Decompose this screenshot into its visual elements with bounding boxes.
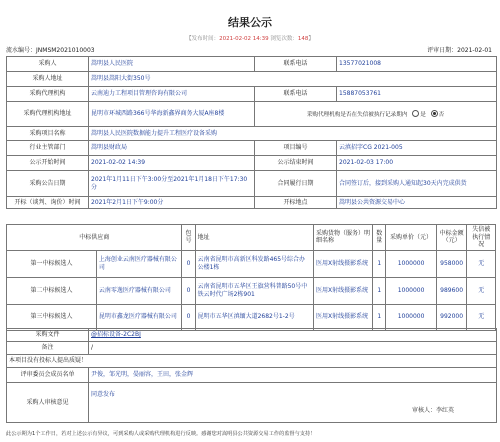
- winners-table: [6, 224, 496, 331]
- agency-value: 云南迪力工程项目管理咨询有限公司: [89, 87, 255, 102]
- row-remark: [7, 342, 497, 355]
- winner-dishonest: 无: [467, 304, 496, 330]
- signature: [91, 407, 494, 415]
- winner-goods: 医用X射线摄影系统: [313, 250, 372, 277]
- row-dept: [7, 141, 497, 156]
- project-no-label: 项目编号: [255, 141, 337, 156]
- contract-date-value: 合同签订后，接到采购人通知起30天内完成供货: [337, 171, 497, 197]
- row-project: [7, 127, 497, 141]
- credit-yes-radio[interactable]: [412, 110, 419, 117]
- extra-table: [6, 328, 497, 423]
- winner-name: 昆明市鑫龙医疗器械有限公司: [96, 304, 182, 330]
- dept-label: 行业主管部门: [7, 141, 89, 156]
- opinion-cell: [89, 383, 497, 423]
- winner-id: 0: [182, 250, 195, 277]
- view-count: 148: [297, 36, 309, 42]
- bid-time-label: 开标（谈判、询价）时间: [7, 197, 89, 209]
- publish-time: 2021-02-02 14:39: [219, 36, 269, 42]
- announce-start-label: 公示开始时间: [7, 156, 89, 171]
- credit-no-radio[interactable]: [431, 110, 438, 117]
- row-dates: [7, 171, 497, 197]
- header-goods: 采购货物（服务）明细名称: [313, 225, 372, 251]
- table-row: [7, 304, 496, 330]
- row-bid: [7, 197, 497, 209]
- purchase-date-label: 采购公告日期: [7, 171, 89, 197]
- row-file: [7, 329, 497, 342]
- winner-id: 0: [182, 277, 195, 304]
- file-label: 采购文件: [7, 329, 89, 342]
- purchase-date-value: 2021年1月11日下午3:00分至2021年1月18日下午17:30分: [89, 171, 255, 197]
- table-row: [7, 250, 496, 277]
- row-buyer-address: [7, 72, 497, 87]
- project-label: 采购项目名称: [7, 127, 89, 141]
- winner-goods: 医用X射线摄影系统: [313, 304, 372, 330]
- row-review-note: [7, 355, 497, 368]
- bid-place-value: 嵩明县公共资源交易中心: [337, 197, 497, 209]
- meta-prefix: 【发布时间：: [186, 36, 220, 42]
- bid-time-value: 2021年2月1日下午9:00分: [89, 197, 255, 209]
- review-date-value: 2021-02-01: [457, 47, 492, 54]
- opinion-value: 同意发布: [91, 390, 116, 398]
- announce-start-value: 2021-02-02 14:39: [89, 156, 255, 171]
- winner-rank: 第二中标候选人: [7, 277, 97, 304]
- winner-address: 昆明市五华区滇缅大道2682号1-2号: [195, 304, 313, 330]
- project-no-value: 云滇招字CG 2021-005: [337, 141, 497, 156]
- row-opinion: [7, 383, 497, 423]
- winner-rank: 第三中标候选人: [7, 304, 97, 330]
- winner-unit-price: 1000000: [386, 250, 436, 277]
- info-table: [6, 56, 497, 209]
- winner-amount: 992000: [436, 304, 467, 330]
- header-qty: 数量: [373, 225, 386, 251]
- buyer-address-label: 采购人地址: [7, 72, 89, 87]
- winner-id: 0: [182, 304, 195, 330]
- row-buyer: [7, 57, 497, 72]
- winner-address: 云南省昆明市五华区王旗营科普路50号中铁云时代广场2栋901: [195, 277, 313, 304]
- agency-address-value: 昆明市环城西路366号华海新鑫界商务大厦A座8楼: [89, 102, 255, 127]
- committee-label: 评审委员会成员名单: [7, 368, 89, 383]
- review-date-label: 评审日期：: [427, 47, 458, 54]
- agency-phone-value: 15887053761: [337, 87, 497, 102]
- opinion-spacer: [91, 398, 494, 407]
- winner-amount: 958000: [436, 250, 467, 277]
- committee-value: 尹俊，邹光明，晏丽容，王田，张金辉: [89, 368, 497, 383]
- credit-cell: [255, 102, 497, 127]
- file-cell: [89, 329, 497, 342]
- project-value: 嵩明县人民医院数据能力提升工程医疗设备采购: [89, 127, 497, 141]
- agency-address-label: 采购代理机构地址: [7, 102, 89, 127]
- serial-label: 流水编号：: [6, 47, 37, 54]
- winner-address: 云南省昆明市高新区科发路465号综合办公楼1栋: [195, 250, 313, 277]
- credit-no-label: 否: [438, 111, 445, 118]
- agency-label: 采购代理机构: [7, 87, 89, 102]
- winner-goods: 医用X射线摄影系统: [313, 277, 372, 304]
- header-dishonest: 失信被执行情况: [467, 225, 496, 251]
- dept-value: 嵩明县财政局: [89, 141, 255, 156]
- agency-phone-label: 联系电话: [255, 87, 337, 102]
- remark-label: 备注: [7, 342, 89, 355]
- sign-label: 审核人：: [411, 407, 436, 414]
- winner-qty: 1: [373, 277, 386, 304]
- purchase-file-link[interactable]: @招标设备-2C2BJ: [91, 331, 141, 339]
- contract-date-label: 合同履行日期: [255, 171, 337, 197]
- credit-question: 采购代理机构是否在失信被执行记录期内: [306, 111, 408, 118]
- row-agency-address: [7, 102, 497, 127]
- phone-value: 13577021008: [337, 57, 497, 72]
- meta-suffix: 】: [308, 36, 314, 42]
- page-title: 结果公示: [228, 16, 272, 29]
- winner-name: 上海创业云南医疗器械有限公司: [96, 250, 182, 277]
- credit-yes-label: 是: [420, 111, 426, 118]
- buyer-value: 嵩明县人民医院: [89, 57, 255, 72]
- header-supplier: 中标供应商: [7, 225, 182, 251]
- header-unit-price: 采购单价（元）: [386, 225, 436, 251]
- review-note: 本项目没有投标人提出质疑！: [7, 355, 497, 368]
- bid-place-label: 开标地点: [255, 197, 337, 209]
- winner-rank: 第一中标候选人: [7, 250, 97, 277]
- winner-dishonest: 无: [467, 250, 496, 277]
- winners-header-row: [7, 225, 496, 251]
- header-address: 地址: [195, 225, 313, 251]
- buyer-label: 采购人: [7, 57, 89, 72]
- meta-mid: 浏览次数：: [268, 36, 298, 42]
- header-id: 包号: [182, 225, 195, 251]
- table-row: [7, 277, 496, 304]
- serial-number: [6, 45, 95, 54]
- winner-qty: 1: [373, 250, 386, 277]
- header-amount: 中标金额（元）: [436, 225, 467, 251]
- serial-value: JNMSM2021010003: [36, 47, 95, 54]
- row-announce-time: [7, 156, 497, 171]
- announce-end-value: 2021-02-03 17:00: [337, 156, 497, 171]
- review-date: [427, 45, 492, 54]
- winner-unit-price: 1000000: [386, 277, 436, 304]
- winner-qty: 1: [373, 304, 386, 330]
- buyer-address-value: 嵩明县嵩阳大街350号: [89, 72, 497, 87]
- publish-meta: [0, 34, 500, 42]
- footer-note: 此公示期为1个工作日，若对上述公示有异议，可到采购人或采购代理机构进行反映。感谢您对嵩明县公共资源交易工作的监督与支持！: [6, 431, 316, 437]
- remark-value: /: [89, 342, 497, 355]
- winner-unit-price: 1000000: [386, 304, 436, 330]
- winner-dishonest: 无: [467, 277, 496, 304]
- winner-name: 云南零逸医疗器械有限公司: [96, 277, 182, 304]
- phone-label: 联系电话: [255, 57, 337, 72]
- row-committee: [7, 368, 497, 383]
- winner-amount: 989600: [436, 277, 467, 304]
- row-agency: [7, 87, 497, 102]
- sign-value: 李红英: [435, 407, 454, 414]
- opinion-label: 采购人审核意见: [7, 383, 89, 423]
- announce-end-label: 公示结束时间: [255, 156, 337, 171]
